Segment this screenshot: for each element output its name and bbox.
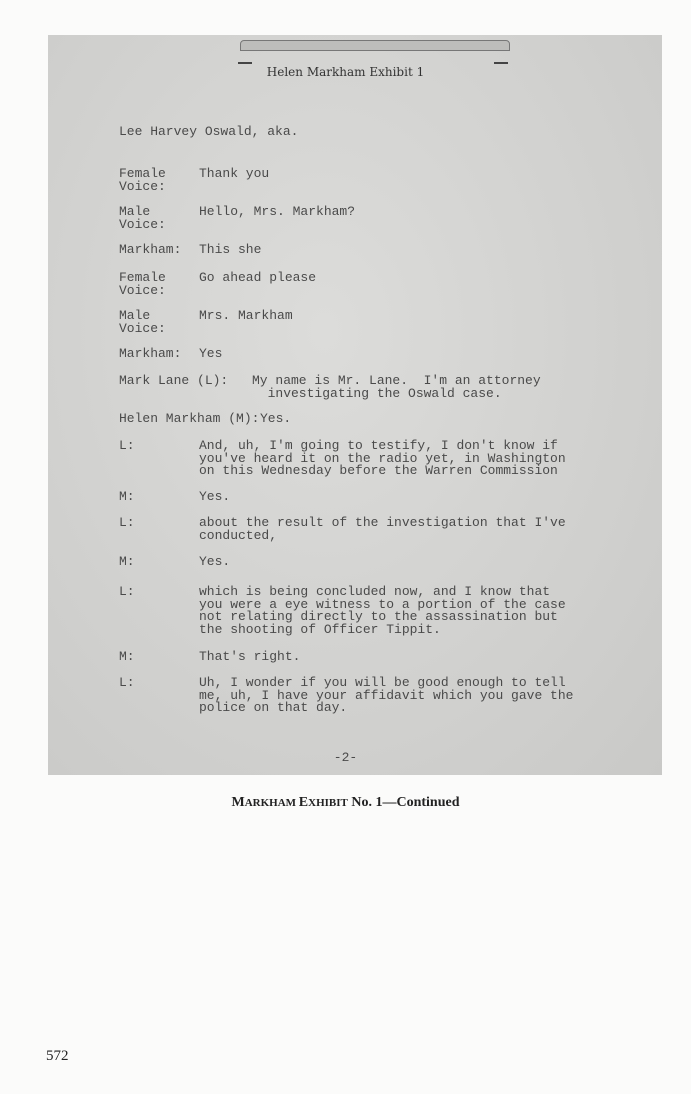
caption-text: E: [298, 795, 309, 810]
speaker-label: L:: [119, 675, 135, 690]
dialogue-text: Hello, Mrs. Markham?: [199, 204, 356, 219]
caption-text: XHIBIT: [308, 797, 348, 809]
subject-line: Lee Harvey Oswald, aka.: [119, 124, 299, 139]
dialogue-text: Mrs. Markham: [199, 308, 293, 323]
speaker-label: Mark Lane (L):: [119, 373, 229, 388]
speaker-label: M:: [119, 649, 135, 664]
speaker-label: L:: [119, 438, 135, 453]
dialogue-text: Yes.: [199, 554, 231, 569]
speaker-label: M:: [119, 489, 135, 504]
caption: [0, 795, 691, 811]
exhibit-title: Helen Markham Exhibit 1: [266, 65, 425, 79]
caption-text: No. 1—Continued: [347, 795, 460, 810]
dialogue-text: That's right.: [199, 649, 301, 664]
page-number: 572: [46, 1048, 69, 1064]
dialogue-text: Thank you: [199, 166, 270, 181]
dialogue-text: This she: [199, 242, 262, 257]
dialogue-text: Uh, I wonder if you will be good enough to tell me, uh, I have your affidavit which you gave the police on that day.: [199, 675, 574, 716]
speaker-label: Male Voice:: [119, 204, 166, 232]
speaker-label: Female Voice:: [119, 270, 166, 298]
caption-text: ARKHAM: [244, 797, 299, 809]
dialogue-text: about the result of the investigation that I've conducted,: [199, 515, 566, 543]
header-mark: [494, 62, 508, 64]
speaker-label: Male Voice:: [119, 308, 166, 336]
dialogue-text: And, uh, I'm going to testify, I don't know if you've heard it on the radio yet, in Washington on this Wednesday before the Warren Commission: [199, 438, 566, 479]
speaker-label: Female Voice:: [119, 166, 166, 194]
speaker-label: Markham:: [119, 346, 182, 361]
dialogue-text: Yes.: [199, 489, 231, 504]
speaker-label: Helen Markham (M):: [119, 411, 260, 426]
speaker-label: L:: [119, 584, 135, 599]
speaker-label: M:: [119, 554, 135, 569]
header-mark: [238, 62, 252, 64]
speaker-label: L:: [119, 515, 135, 530]
scanned-page: [48, 35, 662, 775]
speaker-label: Markham:: [119, 242, 182, 257]
dialogue-text: Go ahead please: [199, 270, 317, 285]
folder-tab: [240, 40, 510, 51]
dialogue-text: Yes.: [260, 411, 292, 426]
dialogue-text: Yes: [199, 346, 223, 361]
dialogue-text: which is being concluded now, and I know that you were a eye witness to a portion of the case not relating directly to the assassination but the shooting of Officer Tippit.: [199, 584, 566, 637]
caption-text: M: [231, 795, 245, 810]
dialogue-text: My name is Mr. Lane. I'm an attorney investigating the Oswald case.: [252, 373, 541, 401]
page-marker: -2-: [333, 750, 358, 765]
